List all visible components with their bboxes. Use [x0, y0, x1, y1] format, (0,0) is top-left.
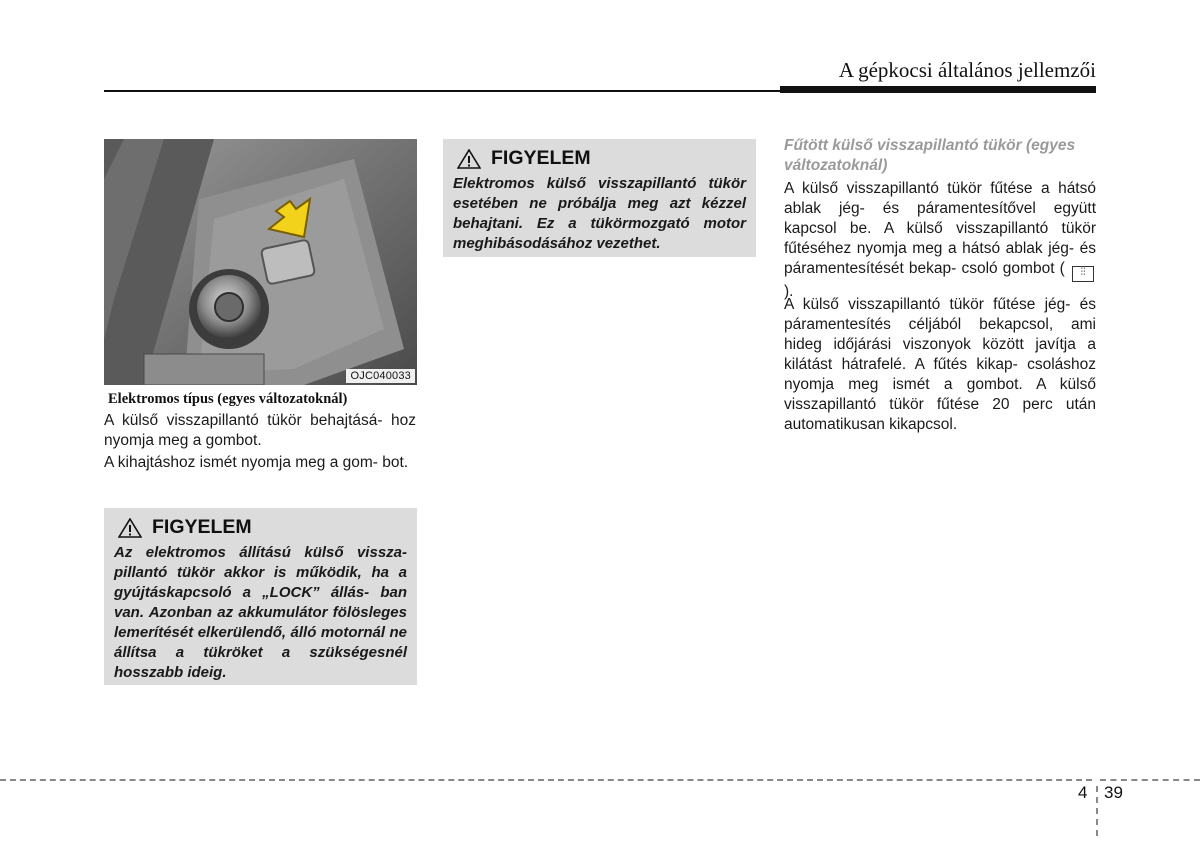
warning-title: FIGYELEM	[491, 147, 591, 169]
header-rule-accent	[780, 86, 1096, 93]
mirror-switch-photo	[104, 139, 417, 385]
heating-instruction-text: A külső visszapillantó tükör fűtése a hátsó ablak jég- és páramentesítővel együtt kapcsol be. A külső visszapillantó tükör fűtéséhez nyomja meg a hátsó ablak jég- és páramentesítését bekap- csoló gombot (	[784, 180, 1096, 277]
unfold-instruction: A kihajtáshoz ismét nyomja meg a gom- bot.	[104, 454, 409, 471]
section-subheading: Fűtött külső visszapillantó tükör (egyes változatoknál)	[784, 137, 1076, 174]
fold-instruction: A külső visszapillantó tükör behajtásá- hoz nyomja meg a gombot.	[104, 412, 416, 449]
warning-triangle-icon	[457, 149, 481, 169]
footer-divider	[0, 779, 1092, 781]
heating-instruction-end: ).	[784, 283, 794, 300]
chapter-number: 4	[1078, 783, 1088, 802]
page-number: 39	[1104, 783, 1123, 802]
warning-text: Az elektromos állítású külső vissza- pillantó tükör akkor is működik, ha a gyújtáskapcsoló a „LOCK” állás- ban van. Azonban az akkumulátor fölösleges lemerítését elkerülendő, álló motornál ne állítsa a tükröket a szükségesnél hosszabb ideig.	[114, 544, 407, 681]
heating-description: A külső visszapillantó tükör fűtése jég- és páramentesítés céljából bekapcsol, ami hideg időjárási viszonyok között javítja a kilátást hátrafelé. A fűtés kikap- csoláshoz nyomja meg ismét a gombot. A külső visszapillantó tükör fűtése 20 perc után automatikusan kikapcsol.	[784, 296, 1096, 433]
footer-vertical-divider	[1096, 786, 1098, 836]
footer-divider-right	[1100, 779, 1200, 781]
figure-caption: Elektromos típus (egyes változatoknál)	[108, 391, 348, 407]
warning-box-lock	[104, 508, 417, 685]
heating-instruction	[784, 179, 1096, 302]
figure-code: OJC040033	[346, 369, 415, 383]
warning-triangle-icon	[118, 518, 142, 538]
rear-defrost-icon: ⫶⫶	[1072, 266, 1094, 282]
page-header-title: A gépkocsi általános jellemzői	[838, 58, 1096, 82]
warning-box-manual-fold	[443, 139, 756, 257]
warning-title: FIGYELEM	[152, 516, 252, 538]
warning-text: Elektromos külső visszapillantó tükör esetében ne próbálja meg azt kézzel behajtani. Ez a tükörmozgató motor meghibásodásához vezethet.	[453, 175, 746, 252]
